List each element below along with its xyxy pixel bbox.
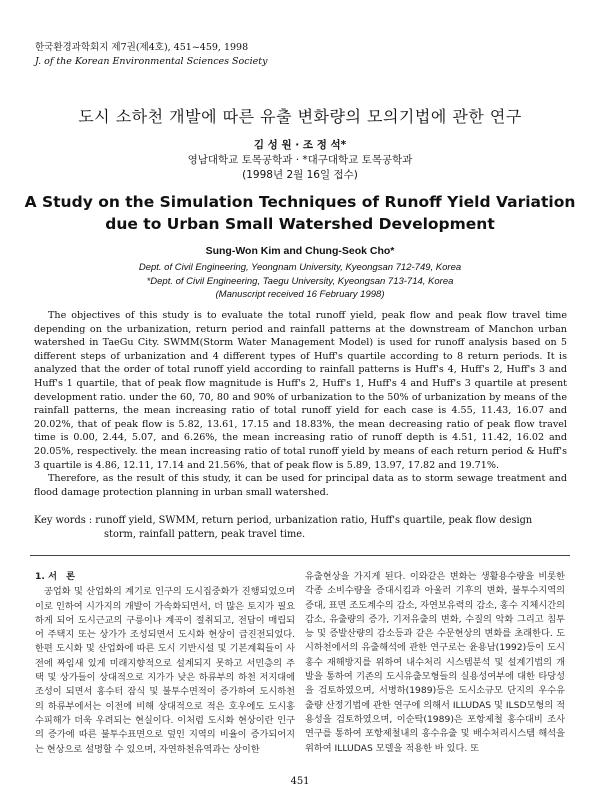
english-affiliation-1: Dept. of Civil Engineering, Yeongnam University, Kyeongsan 712-749, Korea <box>138 262 462 273</box>
body-paragraph-right: 유출현상을 가지게 된다. 이와같은 변화는 생활용수량을 비롯한 각종 소비수량을 증대시킴과 아울러 기후의 변화, 불투수지역의 증대, 표면 조도계수의 감소, 자연보유력의 감소, 홍수 지체시간의 감소, 유출량의 증가, 기저유출의 변화, 수질의 악화 그리고 침투능 및 증발산량의 감소등과 같은 수문현상의 변화를 초래한다. 도시하천에서의 유출해석에 관한 연구로는 윤용남(1992)등이 도시홍수 재해방지를 위하여 내수처리 시스템분석 및 설계기법의 개발을 통하여 기존의 도시유출모형들의 실용성여부에 대한 타당성을 검토하였으며, 서병하(1989)등은 도시소규모 단지의 우수유출량 산정기법에 관한 연구에 의해서 ILLUDAS 및 ILSD모형의 적용성을 검토하였으며, 이순탁(1989)은 포항제철 홍수대비 조사연구를 통하여 포항제철내의 홍수유출 및 배수처리시스템 해석을 위하여 ILLUDAS 모델을 적용한 바 있다. 또 <box>305 571 565 754</box>
body-column-left <box>35 570 295 757</box>
english-title-line-2: due to Urban Small Watershed Development <box>105 215 495 233</box>
abstract-paragraph-1: The objectives of this study is to evaluate the total runoff yield, peak flow and peak flow travel time depending on the urbanization, return period and rainfall patterns at the downstream of Manchon urban watershed in TaeGu City. SWMM(Storm Water Management Model) is used for runoff analysis based on 5 different steps of urbanization and 4 different types of Huff's quartile according to 8 return periods. It is analyzed that the order of total runoff yield according to rainfall patterns is Huff's 4, Huff's 2, Huff's 3 and Huff's 1 quartile, that of peak flow magnitude is Huff's 2, Huff's 1, Huff's 4 and Huff's 3 quartile at present development ratio. under the 60, 70, 80 and 90% of urbanization to the 50% of urbanization by means of the rainfall patterns, the mean increasing ratio of total runoff yield for each case is 4.55, 11.43, 16.07 and 20.02%, that of peak flow is 5.82, 13.61, 17.15 and 18.83%, the mean decreasing ratio of peak flow travel time is 0.00, 2.44, 5.07, and 6.26%, the mean increasing ratio of runoff depth is 4.51, 11.42, 16.02 and 20.05%, respectively. the mean increasing ratio of total runoff yield by means of each return period & Huff's 3 quartile is 4.86, 12.11, 17.14 and 21.56%, that of peak flow is 5.89, 13.97, 17.82 and 19.71%. <box>34 310 567 471</box>
body-column-right <box>305 570 565 756</box>
keywords-line-2: storm, rainfall pattern, peak travel time. <box>104 529 306 540</box>
korean-author-block <box>0 138 600 183</box>
english-affiliations <box>0 261 600 302</box>
page-number: 451 <box>290 776 310 787</box>
abstract <box>34 309 567 499</box>
journal-citation-korean: 한국환경과학회지 제7권(제4호), 451~459, 1998 <box>35 42 249 53</box>
section-heading-introduction: 1. 서 론 <box>35 571 76 582</box>
korean-received-date: (1998년 2월 16일 접수) <box>242 169 358 181</box>
keywords <box>34 514 567 542</box>
english-affiliation-2: *Dept. of Civil Engineering, Taegu University, Kyeongsan 713-714, Korea <box>146 275 454 287</box>
abstract-paragraph-2: Therefore, as the result of this study, it can be used for principal data as to storm sewage treatment and flood damage protection planning in urban small watershed. <box>34 473 567 498</box>
english-title-line-1: A Study on the Simulation Techniques of Runoff Yield Variation <box>24 193 576 211</box>
english-title <box>0 191 600 235</box>
english-received-date: (Manuscript received 16 February 1998) <box>215 289 385 300</box>
korean-authors: 김 성 원 · 조 정 석* <box>253 139 347 151</box>
english-authors: Sung-Won Kim and Chung-Seok Cho* <box>205 245 395 257</box>
body-paragraph-left: 공업화 및 산업화의 계기로 인구의 도시집중화가 진행되었으며 이로 인하여 시가지의 개발이 가속화되면서, 더 많은 토지가 필요하게 되어 도시근교의 구릉이나 계곡이 절취되고, 전답이 매립되어 주택지 또는 상가가 조성되면서 도시화 현상이 급진전되었다. 한편 도시화 및 산업화에 따른 도시 기반시설 및 기본계획들이 사전에 짜임새 있게 미래지향적으로 설계되지 못하고 서민층의 주택 및 상가들이 상대적으로 지가가 낮은 하류부의 하천 저지대에 조성이 되면서 홍수터 잠식 및 불투수면적이 증가하여 도시하천의 하류부에서는 이전에 비해 상대적으로 적은 호우에도 도시홍수피해가 더욱 우려되는 현실이다. 이처럼 도시화 현상이란 인구의 증가에 따른 불투수표면으로 덮인 지역의 비율이 증가되어지는 현상으로 설명할 수 있으며, 자연하천유역과는 상이한 <box>35 586 295 755</box>
keywords-line-1: Key words : runoff yield, SWMM, return period, urbanization ratio, Huff's quartile, peak flow design <box>34 515 533 526</box>
journal-header <box>35 41 267 69</box>
korean-affiliation: 영남대학교 토목공학과 · *대구대학교 토목공학과 <box>187 154 413 166</box>
section-divider <box>30 555 570 556</box>
korean-title: 도시 소하천 개발에 따른 유출 변화량의 모의기법에 관한 연구 <box>78 107 522 126</box>
journal-name-english: J. of the Korean Environmental Sciences Society <box>35 56 268 67</box>
